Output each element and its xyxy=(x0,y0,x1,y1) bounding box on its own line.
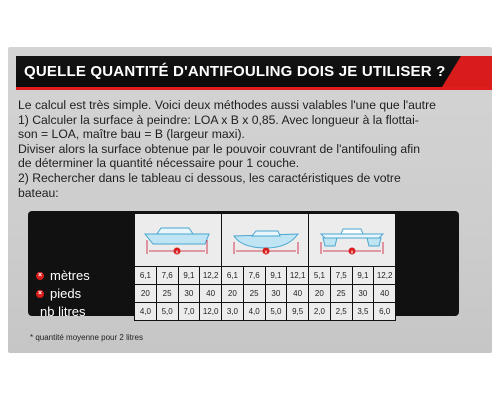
motorboat-header-cell xyxy=(135,214,222,267)
intro-line: bateau: xyxy=(18,185,59,200)
value-cell: 40 xyxy=(287,285,309,303)
banner-red-accent xyxy=(442,56,492,87)
row-label: pieds xyxy=(50,286,82,301)
footnote: * quantité moyenne pour 2 litres xyxy=(30,333,143,342)
dimension-x-icon: × xyxy=(37,271,43,279)
value-cell: 25 xyxy=(243,285,265,303)
intro-line: 2) Rechercher dans le tableau ci dessous, les caractéristiques de votre xyxy=(18,170,401,185)
intro-line: son = LOA, maître bau = B (largeur maxi). xyxy=(18,127,245,142)
value-cell: 12,0 xyxy=(200,303,222,321)
boat-mark: x xyxy=(175,249,179,256)
value-cell: 5,0 xyxy=(156,303,178,321)
boat-mark: x xyxy=(264,249,268,256)
table-row xyxy=(28,267,396,285)
intro-line: Diviser alors la surface obtenue par le pouvoir couvrant de l'antifouling afin xyxy=(18,141,421,156)
value-cell: 7,6 xyxy=(156,267,178,285)
dimension-x-icon: × xyxy=(37,289,43,297)
value-cell: 2,5 xyxy=(330,303,352,321)
value-cell: 6,1 xyxy=(135,267,157,285)
row-label: nb litres xyxy=(40,304,86,319)
table-row xyxy=(28,285,396,303)
value-cell: 6,0 xyxy=(374,303,396,321)
intro-line: 1) Calculer la surface à peindre: LOA x B x 0,85. Avec longueur à la flottai- xyxy=(18,112,419,127)
value-cell: 4,0 xyxy=(243,303,265,321)
value-cell: 3,5 xyxy=(352,303,374,321)
value-cell: 12,2 xyxy=(200,267,222,285)
value-cell: 9,1 xyxy=(178,267,200,285)
value-cell: 20 xyxy=(309,285,331,303)
antifouling-spec-table xyxy=(28,213,396,321)
table-row xyxy=(28,303,396,321)
intro-text xyxy=(18,98,488,200)
boat-header-row xyxy=(28,214,396,267)
value-cell: 40 xyxy=(374,285,396,303)
value-cell: 5,1 xyxy=(309,267,331,285)
value-cell: 40 xyxy=(200,285,222,303)
row-label-feet xyxy=(28,285,135,303)
value-cell: 6,1 xyxy=(222,267,244,285)
value-cell: 30 xyxy=(265,285,287,303)
boat-mark: x xyxy=(350,249,354,256)
value-cell: 3,0 xyxy=(222,303,244,321)
value-cell: 7,0 xyxy=(178,303,200,321)
catamaran-header-cell xyxy=(309,214,396,267)
value-cell: 25 xyxy=(330,285,352,303)
value-cell: 7,6 xyxy=(243,267,265,285)
value-cell: 9,1 xyxy=(352,267,374,285)
intro-line: de déterminer la quantité nécessaire pour 1 couche. xyxy=(18,156,300,171)
value-cell: 5,0 xyxy=(265,303,287,321)
motorboat-icon xyxy=(135,214,221,261)
value-cell: 20 xyxy=(222,285,244,303)
catamaran-icon xyxy=(309,214,395,261)
value-cell: 2,0 xyxy=(309,303,331,321)
row-label-meters xyxy=(28,267,135,285)
sailboat-icon xyxy=(222,214,308,261)
intro-line: Le calcul est très simple. Voici deux méthodes aussi valables l'une que l'autre xyxy=(18,98,436,112)
value-cell: 25 xyxy=(156,285,178,303)
title-banner xyxy=(16,56,492,90)
value-cell: 30 xyxy=(352,285,374,303)
value-cell: 30 xyxy=(178,285,200,303)
row-label: mètres xyxy=(50,268,90,283)
value-cell: 9,1 xyxy=(265,267,287,285)
value-cell: 4,0 xyxy=(135,303,157,321)
value-cell: 9,5 xyxy=(287,303,309,321)
row-label-liters xyxy=(28,303,135,321)
page-title: QUELLE QUANTITÉ D'ANTIFOULING DOIS JE UTILISER ? xyxy=(24,63,446,80)
value-cell: 7,5 xyxy=(330,267,352,285)
value-cell: 20 xyxy=(135,285,157,303)
value-cell: 12,1 xyxy=(287,267,309,285)
value-cell: 12,2 xyxy=(374,267,396,285)
sailboat-header-cell xyxy=(222,214,309,267)
